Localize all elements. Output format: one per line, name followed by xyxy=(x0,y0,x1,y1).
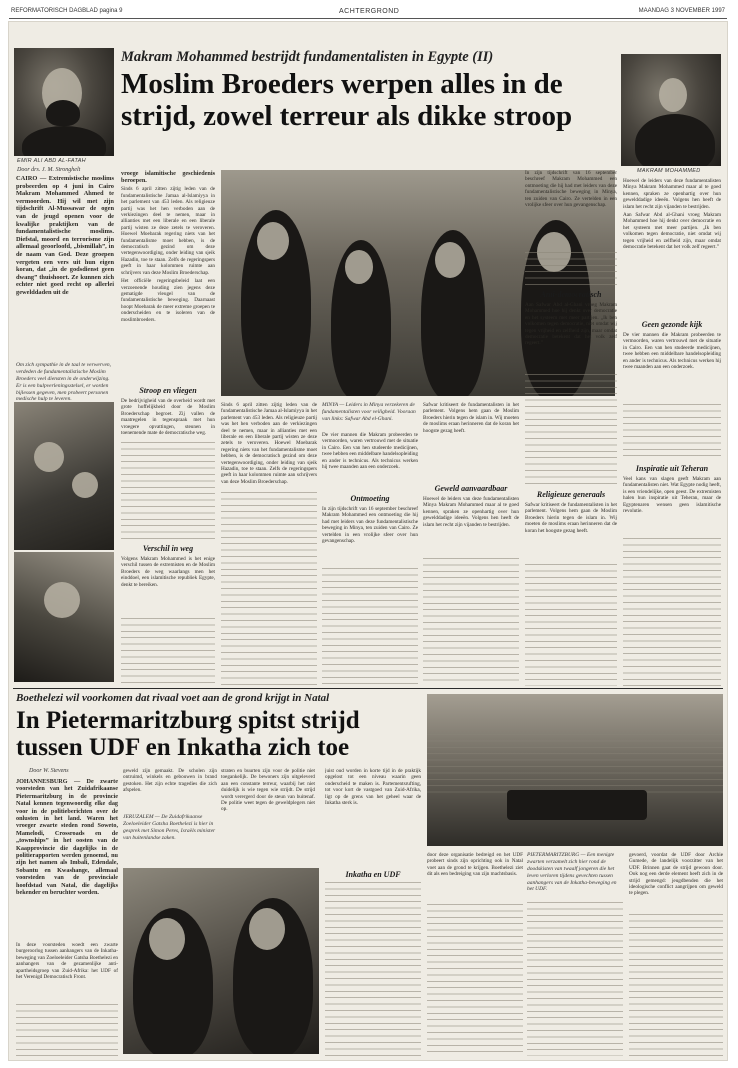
subhead-religieuze: Religieuze generaals xyxy=(536,490,606,499)
header-rule xyxy=(9,18,727,19)
article1-col2-p4: Volgens Makram Mohammed is het enige verschil tussen de extremisten en de Moslim Broeders de weg waarlangs men het einddoel, een islamitische republiek Egypte, denkt te bereiken. xyxy=(121,556,215,588)
article2-caption-jeruzalem: JERUZALEM — De Zuidafrikaanse Zoeloeleider Gatsha Boethelezi is hier in gesprek met Simon Peres, Israëls minister van buitenlandse zaken. xyxy=(123,814,216,841)
article2-col1b xyxy=(16,942,118,1002)
face-highlight xyxy=(249,908,285,950)
article2-col3-p: straten en buurten zijn voor de politie niet toegankelijk. De bewoners zijn uitgeleverd aan een constante terreur, waarbij het niet duidelijk is wie tegen wie strijdt. De strijd wordt verergerd door de steun van buitenaf. De politie weet tegen de geweldplegers niet op. xyxy=(221,768,315,813)
article2-col3 xyxy=(221,768,315,864)
crowd-highlight xyxy=(44,582,80,618)
article1-kicker: Makram Mohammed bestrijdt fundamentalisten in Egypte (II) xyxy=(121,49,494,65)
beard-silhouette xyxy=(46,100,80,126)
text-lines xyxy=(525,564,617,686)
text-lines xyxy=(525,374,617,486)
photo-jeruzalem xyxy=(123,868,319,1054)
text-lines xyxy=(525,252,617,288)
article1-col3-fill: Sinds 6 april zitten zijtig leden van de fundamentalistische Jamaa al-Islamiyya in het parlement van 453 leden. Als religieuze partij was het hen verboden aan de verkiezingen deel te nemen, maar in allianties met een liberale en een liberale partij wisten ze deze zetels te veroveren. Hoewel Moebarak regering niets van het fundamentalisme moet hebben, is de democratisch gezind om deze vertegenwoordiging, onder leiding van sjeik Hazadin, toe te staan. Zelfs de regeringspers geeft in haar kolommen ruimte aan schrijvers van deze Moslim Broederschap. xyxy=(221,402,317,485)
article1-col6-p1: De vier mannen die Makram probeerden te vermoorden, waren vertrouwd met de situatie in Cairo. Een van hen studeerde medicijnen, twee hebben een middelbare handelsopleiding en ander is technicus. Als technicus werken hij twee maanden aan een onderzoek. xyxy=(623,332,721,371)
article1-lead xyxy=(16,175,114,357)
article2-col5 xyxy=(427,852,523,902)
article1-col6-fill: Hoewel de leiders van deze fundamentalisten Minya Makram Mohammed maar al te goed kennen, spraken ze openhartig over hun gewelddadige ideeën. Volgens hen heeft de islam het recht zijn vijanden te bestrijden. xyxy=(623,178,721,210)
subhead-verschil: Verschil in weg xyxy=(142,544,194,553)
text-lines xyxy=(629,914,723,1056)
article1-col5-p2: Safwar kritiseert de fundamentalisten in het parlement. Volgens hem gaan de Moslim Broeders hierin tegen de islam in. Wij moeten de moslims eraan herinneren dat de koran het hoogste gezag heeft. xyxy=(525,502,617,534)
article1-col3c xyxy=(322,506,418,566)
article2-col4 xyxy=(325,768,421,846)
text-lines xyxy=(221,492,317,686)
article1-col5-p1: Aan Safwar Abd al-Ghani vroeg Makram Mohammed hoe hij denkt over democratie en het systeem met meer partijen. „Ik ben volkomen tegen democratie, niet omdat wij tegen vrijheid en zelfheid zijn, maar omdat democratie betekent dat het volk zelf regeert.” xyxy=(525,302,617,347)
article2-col4-p: juist oud worden in korte tijd in de praktijk opgelost tot een niveau waarin geen onderscheid te maken is. Partementsrufting, tot voor kort de vastgoed van Zuid-Afrika, ligt op de grens van het geheel waar de Inkatha sterk is. xyxy=(325,768,421,807)
subhead-gezonde: Geen gezonde kijk xyxy=(641,320,703,329)
crowd-highlight xyxy=(34,442,64,472)
photo-funeral xyxy=(427,694,723,846)
article1-byline: Door drs. J. M. Stronghelt xyxy=(17,167,81,173)
subhead-stroop: Stroop en vliegen xyxy=(139,386,197,395)
article-divider xyxy=(13,688,723,689)
article1-col2-p2: Het officiële regeringsbeleid laat een verzoenende houding zien jegens deze gematigde vleugel van de fundamentalistische beweging. Daarnaast hoopt Moebarak de meer extreme groepen te onderscheiden en te isoleren van de moslimbroeders. xyxy=(121,278,215,323)
article1-col4 xyxy=(423,496,519,556)
portrait-photo-left xyxy=(14,48,114,156)
article2-col6 xyxy=(629,852,723,912)
article1-lead-text: CAIRO — Extremistische moslims probeerden op 4 juni in Cairo Makram Mohammed Ahmed te vermoorden. Hij wil met zijn tijdschrift Al-Mussawar de ogen van de jeugd openen voor de kwalijke praktijken van de fundamentalistische moslims. Diefstal, moord en terrorisme zijn allemaal geoorloofd, „bismillah”, in de naam van God. Deze groepen vergeten een vers uit hun eigen koran, dat „in de godsdienst geen dwang” thuishoort. Ze kunnen zich echter niet goed recht op allerlei gewelddaden uit de xyxy=(16,175,114,296)
header-date: MAANDAG 3 NOVEMBER 1997 xyxy=(638,8,725,14)
crowd-highlight xyxy=(72,472,98,498)
article1-col6-p2: Veel kans van slagen geeft Makram aan fundamentalisten niet. Wat Egypte nodig heeft, is een vriendelijke, open geest. De extremisten halen hun inspiratie uit Teheran, maar de Egyptenaren wensen geen islamitische revolutie. xyxy=(623,476,721,515)
article2-col6-p: gevoerd, voordat de UDF door Archie Gumede, de landelijk voorzitter van het UDF. Brinnen gaat de strijd gewoon door. Ook nog een derde element heeft zich in de strijd gemengd: jeugdbenden die het ideologische conflict aangrijpen om geweld te plegen. xyxy=(629,852,723,897)
article1-col6-fill2: Aan Safwar Abd al-Ghani vroeg Makram Mohammed hoe hij denkt over democratie en het systeem met meer partijen. „Ik ben volkomen tegen democratie, niet omdat wij tegen vrijheid en zelfheid zijn, maar omdat democratie betekent dat het volk zelf regeert.” xyxy=(623,212,721,251)
text-lines xyxy=(121,618,215,684)
text-lines xyxy=(623,404,721,460)
article1-col6 xyxy=(623,332,721,402)
text-lines xyxy=(623,538,721,686)
portrait-credit-right: MAKRAM MOHAMMED xyxy=(637,168,701,174)
article1-col4-fill: Safwar kritiseert de fundamentalisten in het parlement. Volgens hem gaan de Moslim Broeders hierin tegen de islam in. Wij moeten de moslims eraan herinneren dat de koran het hoogste gezag heeft. xyxy=(423,402,519,434)
crowd-rows xyxy=(427,734,723,794)
face-highlight xyxy=(435,242,465,278)
article1-col5-fill: In zijn tijdschrift van 16 september beschreef Makram Mohammed een ontmoeting die hij had met leiders van deze fundamentalistische beweging in Minya, ten zuiden van Cairo. Ze vertelden in een vrolijke sfeer over hun gevangenschap. xyxy=(525,170,617,209)
article1-col6b xyxy=(623,476,721,536)
photo-shade xyxy=(14,402,114,550)
article1-col4-top xyxy=(423,402,519,482)
subhead-ontmoeting: Ontmoeting xyxy=(350,494,390,503)
text-lines xyxy=(121,442,215,542)
article2-lead-text: JOHANNESBURG — De zwarte voorsteden van het Zuidafrikaanse Pietermaritzburg in de provincie Natal kennen tegenwoordig elke dag voor in de politieberichten over de onlusten in het land. Waren het vroeger zwarte steden rond Soweto, Mamelodi, Crossroads en de „townships” in het oosten van de Kaapprovincie die dagelijks in de politierapporten werden genoemd, nu zijn het namen als Imbali, Edendale, Sobantu en Kwashange, allemaal voorsteden van de provinciale hoofdstad van Natal, die dagelijks bekender en beruchter worden. xyxy=(16,778,118,897)
article1-col2-p1: Sinds 6 april zitten zijtig leden van de fundamentalistische Jamaa al-Islamiyya in het parlement van 453 leden. Als religieuze partij was het hen verboden aan de verkiezingen deel te nemen, maar in allianties met een liberale en een liberale partij wisten ze deze zetels te veroveren. Hoewel Moebarak regering niets van het fundamentalisme moet hebben, is de democratisch gezind om deze vertegenwoordiging, onder leiding van sjeik Hazadin, toe te staan. Zelfs de regeringspers geeft in haar kolommen ruimte aan schrijvers van deze Moslim Broederschap. xyxy=(121,186,215,276)
article2-col1b-p: In deze voorsteden woedt een zwarte burgeroorlog tussen aanhangers van de Inkatha-beweging van Zoeloeleider Gatsha Boethelezi en aanhangers van de gezamenlijke anti-apartheidsgroep van Zuid-Afrika: het UDF of het Verenigd Democratisch Front. xyxy=(16,942,118,981)
article1-headline-2: strijd, zowel terreur als dikke stroop xyxy=(121,100,573,132)
article1-col5 xyxy=(525,302,617,372)
article1-col3-p0: De vier mannen die Makram probeerden te vermoorden, waren vertrouwd met de situatie in Cairo. Een van hen studeerde medicijnen, twee hebben een middelbare handelsopleiding en ander is technicus. Als technicus werken hij twee maanden aan een onderzoek. xyxy=(322,432,418,471)
coffin-silhouette xyxy=(507,790,647,820)
article1-caption-center: MINYA — Leiders in Minya verzekeren de fundamentalisten voor veiligheid. Vooraan van links: Safwar Abd el-Ghani. xyxy=(322,402,416,422)
article1-col3-p1: In zijn tijdschrift van 16 september beschreef Makram Mohammed een ontmoeting die hij had met leiders van deze fundamentalistische beweging in Minya, ten zuiden van Cairo. Ze vertelden in een vrolijke sfeer over hun gevangenschap. xyxy=(322,506,418,545)
face-highlight xyxy=(149,918,185,960)
article2-lead xyxy=(16,778,118,938)
article1-col2-intro: vroege islamitische geschiedenis beroepen. xyxy=(121,170,215,185)
text-lines xyxy=(325,882,421,1056)
article2-col2-p: geweld zijn gemaakt. De scholen zijn ontruimd, winkels en gebouwen in brand gestoken. Het zijn echte tragedies die zich afspelen. xyxy=(123,768,217,794)
article1-col6-top xyxy=(623,178,721,316)
portrait-photo-right xyxy=(621,54,721,166)
face-highlight xyxy=(257,222,289,260)
article2-kicker: Boethelezi wil voorkomen dat rivaal voet aan de grond krijgt in Natal xyxy=(16,692,330,704)
text-lines xyxy=(16,1004,118,1056)
suit-silhouette xyxy=(635,114,715,166)
text-lines xyxy=(423,558,519,686)
text-lines xyxy=(322,568,418,686)
header-section: ACHTERGROND xyxy=(339,8,400,15)
text-lines xyxy=(427,904,523,1056)
portrait-credit-left: EMIR ALI ABD AL-FATAH xyxy=(17,158,86,164)
article1-col2c xyxy=(121,556,215,616)
article2-byline: Door W. Stevens xyxy=(29,768,69,774)
face-highlight xyxy=(345,250,373,284)
photo-crowd-left-2 xyxy=(14,552,114,682)
article2-col5-p: door deze organisatie bedreigd en het UDF probeert sinds zijn oprichting ook in Natal voet aan de grond te krijgen. Boethelezi ziet dit als een bedreiging van zijn machtsbasis. xyxy=(427,852,523,878)
header-newspaper: REFORMATORISCH DAGBLAD pagina 9 xyxy=(11,8,123,14)
article1-col5-top xyxy=(525,170,617,250)
subhead-geweld: Geweld aanvaardbaar xyxy=(434,484,508,493)
article1-col3b xyxy=(322,432,418,490)
article2-headline-1: In Pietermaritzburg spitst strijd xyxy=(16,707,360,734)
page-header xyxy=(9,4,727,18)
subhead-inkatha: Inkatha en UDF xyxy=(345,870,401,879)
article2-col2 xyxy=(123,768,217,812)
article1-caption-left: Om zich sympathie in de taal te verwerven, verdeden de fundamentalistische Moslim Broeders veel diensten in de onderwijzing. Er is een hulpverleningsstelsel, er worden bijlessen gegeven, men probeert personen medische hulp te leveren. xyxy=(16,362,112,403)
article1-col3-top xyxy=(221,402,317,490)
article1-headline-1: Moslim Broeders werpen alles in de xyxy=(121,68,563,100)
subhead-anti: Anti-democratisch xyxy=(540,290,602,299)
article1-col5b xyxy=(525,502,617,562)
article1-col4-p1: Hoewel de leiders van deze fundamentalisten Minya Makram Mohammed maar al te goed kennen, spraken ze openhartig over hun gewelddadige ideeën. Volgens hen heeft de islam het recht zijn vijanden te bestrijden. xyxy=(423,496,519,528)
article2-caption-pmb: PIETERMARITZBURG — Een menigte zwarten verzamelt zich hier rond de doodskisten van twaalf jongeren die het leven verloren tijdens gevechten tussen aanhangers van de Inkatha-beweging en het UDF. xyxy=(527,852,617,893)
face-highlight xyxy=(659,78,687,112)
subhead-inspiratie: Inspiratie uit Teheran xyxy=(635,464,709,473)
article1-col2-p3: De bedrijvigheid van de overheid wordt met grote hoffelijkheid door de Moslim Broederschap begroet. Zij vallen de maatregelen in tegenspraak met hun vroegere opvattingen, steunen in toenemende mate de democratische weg. xyxy=(121,398,215,437)
article2-headline-2: tussen UDF en Inkatha zich toe xyxy=(16,734,350,761)
text-lines xyxy=(527,902,623,1056)
photo-crowd-left xyxy=(14,402,114,550)
newspaper-page xyxy=(9,22,727,1060)
